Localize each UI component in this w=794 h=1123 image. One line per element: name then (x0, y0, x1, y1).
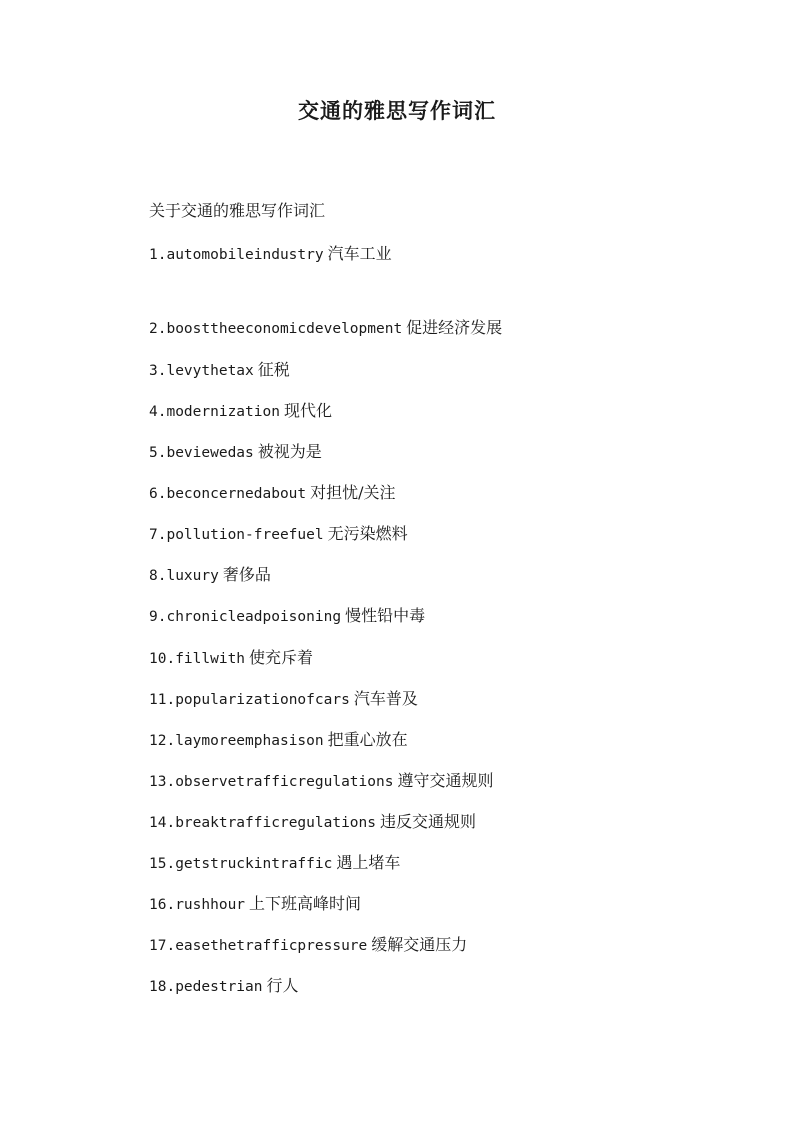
entry-english: laymoreemphasison (175, 733, 324, 749)
entry-number: 1. (149, 247, 167, 263)
vocab-entry-17 (149, 934, 467, 957)
entry-number: 11. (149, 692, 176, 708)
entry-number: 16. (149, 897, 176, 913)
vocab-entry-3 (149, 359, 290, 382)
entry-english: easethetrafficpressure (175, 938, 368, 954)
vocab-entry-14 (149, 811, 476, 834)
vocab-entry-4 (149, 400, 332, 423)
entry-number: 9. (149, 609, 167, 625)
entry-number: 15. (149, 856, 176, 872)
entry-english: luxury (166, 568, 219, 584)
vocab-entry-16 (149, 893, 361, 916)
entry-english: pedestrian (175, 979, 263, 995)
entry-number: 7. (149, 527, 167, 543)
entry-english: breaktrafficregulations (175, 815, 376, 831)
entry-english: beviewedas (166, 445, 254, 461)
entry-english: automobileindustry (166, 247, 324, 263)
vocab-entry-7 (149, 523, 408, 546)
entry-chinese: 使充斥着 (249, 648, 314, 667)
page-title: 交通的雅思写作词汇 (298, 98, 496, 123)
entry-number: 14. (149, 815, 176, 831)
entry-number: 13. (149, 774, 176, 790)
entry-chinese: 奢侈品 (222, 565, 271, 584)
entry-english: beconcernedabout (166, 486, 307, 502)
vocab-entry-10 (149, 647, 313, 670)
entry-chinese: 促进经济发展 (406, 318, 503, 337)
entry-english: levythetax (166, 363, 254, 379)
entry-number: 5. (149, 445, 167, 461)
vocab-entry-6 (149, 482, 396, 505)
entry-chinese: 缓解交通压力 (371, 935, 468, 954)
entry-chinese: 把重心放在 (327, 730, 408, 749)
page-subtitle: 关于交通的雅思写作词汇 (149, 201, 326, 220)
entry-english: fillwith (175, 651, 246, 667)
entry-english: rushhour (175, 897, 246, 913)
entry-chinese: 被视为是 (257, 442, 322, 461)
entry-number: 3. (149, 363, 167, 379)
entry-chinese: 遵守交通规则 (397, 771, 494, 790)
entry-chinese: 汽车工业 (327, 244, 392, 263)
entry-number: 17. (149, 938, 176, 954)
entry-number: 6. (149, 486, 167, 502)
entry-number: 12. (149, 733, 176, 749)
entry-chinese: 无污染燃料 (327, 524, 408, 543)
entry-chinese: 慢性铅中毒 (345, 606, 426, 625)
entry-number: 10. (149, 651, 176, 667)
entry-number: 4. (149, 404, 167, 420)
entry-english: boosttheeconomicdevelopment (166, 321, 403, 337)
entry-english: popularizationofcars (175, 692, 350, 708)
entry-chinese: 汽车普及 (353, 689, 418, 708)
entry-chinese: 现代化 (283, 401, 332, 420)
entry-english: observetrafficregulations (175, 774, 394, 790)
entry-number: 8. (149, 568, 167, 584)
entry-number: 2. (149, 321, 167, 337)
entry-english: pollution-freefuel (166, 527, 324, 543)
entry-chinese: 征税 (257, 360, 290, 379)
entry-chinese: 上下班高峰时间 (249, 894, 362, 913)
entry-chinese: 对担忧/关注 (310, 483, 396, 502)
entry-chinese: 违反交通规则 (380, 812, 477, 831)
vocab-entry-5 (149, 441, 322, 464)
entry-english: getstruckintraffic (175, 856, 333, 872)
entry-chinese: 行人 (266, 976, 299, 995)
entry-english: modernization (166, 404, 280, 420)
vocab-entry-8 (149, 564, 271, 587)
entry-chinese: 遇上堵车 (336, 853, 401, 872)
vocab-entry-18 (149, 975, 299, 998)
entry-number: 18. (149, 979, 176, 995)
vocab-entry-2 (149, 317, 502, 340)
vocab-entry-12 (149, 729, 408, 752)
vocab-entry-1 (149, 243, 392, 266)
vocab-entry-11 (149, 688, 418, 711)
vocab-entry-9 (149, 605, 425, 628)
entry-english: chronicleadpoisoning (166, 609, 342, 625)
vocab-entry-15 (149, 852, 400, 875)
vocab-entry-13 (149, 770, 493, 793)
